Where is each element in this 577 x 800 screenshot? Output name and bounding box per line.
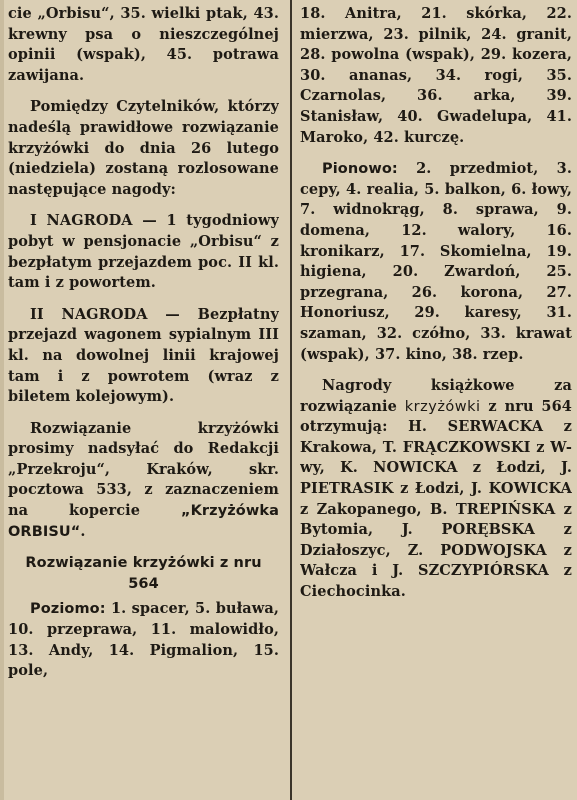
- submission-instructions: [8, 419, 279, 543]
- contest-announcement: Pomiędzy Czytelników, którzy nadeślą prawidłowe rozwiązanie krzyżówki do dnia 26 lutego (niedziela) zostaną rozlosowane następujące nagody:: [8, 98, 279, 198]
- submission-end: .: [80, 522, 86, 540]
- second-prize-heading: II NAGRODA: [30, 305, 148, 323]
- winners-list: z nru 564 otrzymują: H. SERWACKA z Krakowa, T. FRĄCZKOWSKI z W-wy, K. NOWICKA z Łodzi, J. PIETRASIK z Łodzi, J. KOWICKA z Zakopanego, B. TREPIŃSKA z Bytomia, J. PORĘBSKA z Działoszyc, Z. PODWOJSKA z Wałcza i J. SZCZYPIÓRSKA z Ciechocinka.: [300, 397, 572, 601]
- book-prize-winners: [300, 376, 572, 603]
- solution-title: Rozwiązanie krzyżówki z nru 564: [25, 555, 262, 592]
- second-prize: [8, 305, 279, 408]
- across-answers: [8, 599, 279, 681]
- winners-intro: Nagrody książkowe za rozwiązanie: [300, 377, 572, 415]
- across-text: 1. spacer, 5. buława, 10. przeprawa, 11. malowidło, 13. Andy, 14. Pigmalion, 15. pole,: [8, 600, 279, 680]
- column-divider: [290, 0, 292, 800]
- second-prize-text: — Bezpłatny przejazd wagonem sypialnym III kl. na dowolnej linii krajowej tam i z powrotem (wraz z biletem kolejowym).: [8, 305, 279, 406]
- submission-text: Rozwiązanie krzyżówki prosimy nadsyłać do Redakcji „Przekroju“, Kraków, skr. pocztowa 533, z zaznaczeniem na kopercie: [8, 419, 279, 520]
- first-prize-text: — 1 tygodniowy pobyt w pensjonacie „Orbisu“ z bezpłatym przejazdem poc. II kl. tam i z powortem.: [8, 212, 279, 292]
- down-text: 2. przedmiot, 3. cepy, 4. realia, 5. balkon, 6. łowy, 7. widnokrąg, 8. sprawa, 9. domena, 12. walory, 16. kronikarz, 17. Skomielna, 19. higiena, 20. Zwardoń, 25. przegrana, 26. korona, 27. Honoriusz, 29. karesy, 31. szaman, 32. czółno, 33. krawat (wspak), 37. kino, 38. rzep.: [300, 160, 572, 363]
- winners-crossword-word: krzyżówki: [404, 398, 481, 415]
- left-column: [4, 4, 279, 800]
- first-prize-heading: I NAGRODA: [30, 212, 133, 230]
- across-answers-continued: 18. Anitra, 21. skórka, 22. mierzwa, 23. pilnik, 24. granit, 28. powolna (wspak), 29. kozera, 30. ananas, 34. rogi, 35. Czarnolas, 36. arka, 39. Stanisław, 40. Gwadelupa, 41. Maroko, 42. kurczę.: [300, 5, 572, 146]
- envelope-marking: „Krzyżówka ORBISU“: [8, 503, 279, 540]
- across-label: Poziomo:: [30, 601, 106, 618]
- right-column: [300, 4, 572, 800]
- first-prize: [8, 211, 279, 293]
- down-label: Pionowo:: [322, 161, 398, 178]
- clue-continuation: cie „Orbisu“, 35. wielki ptak, 43. krewny psa o nieszczególnej opinii (wspak), 45. potrawa zawijana.: [8, 5, 279, 84]
- down-answers: [300, 159, 572, 365]
